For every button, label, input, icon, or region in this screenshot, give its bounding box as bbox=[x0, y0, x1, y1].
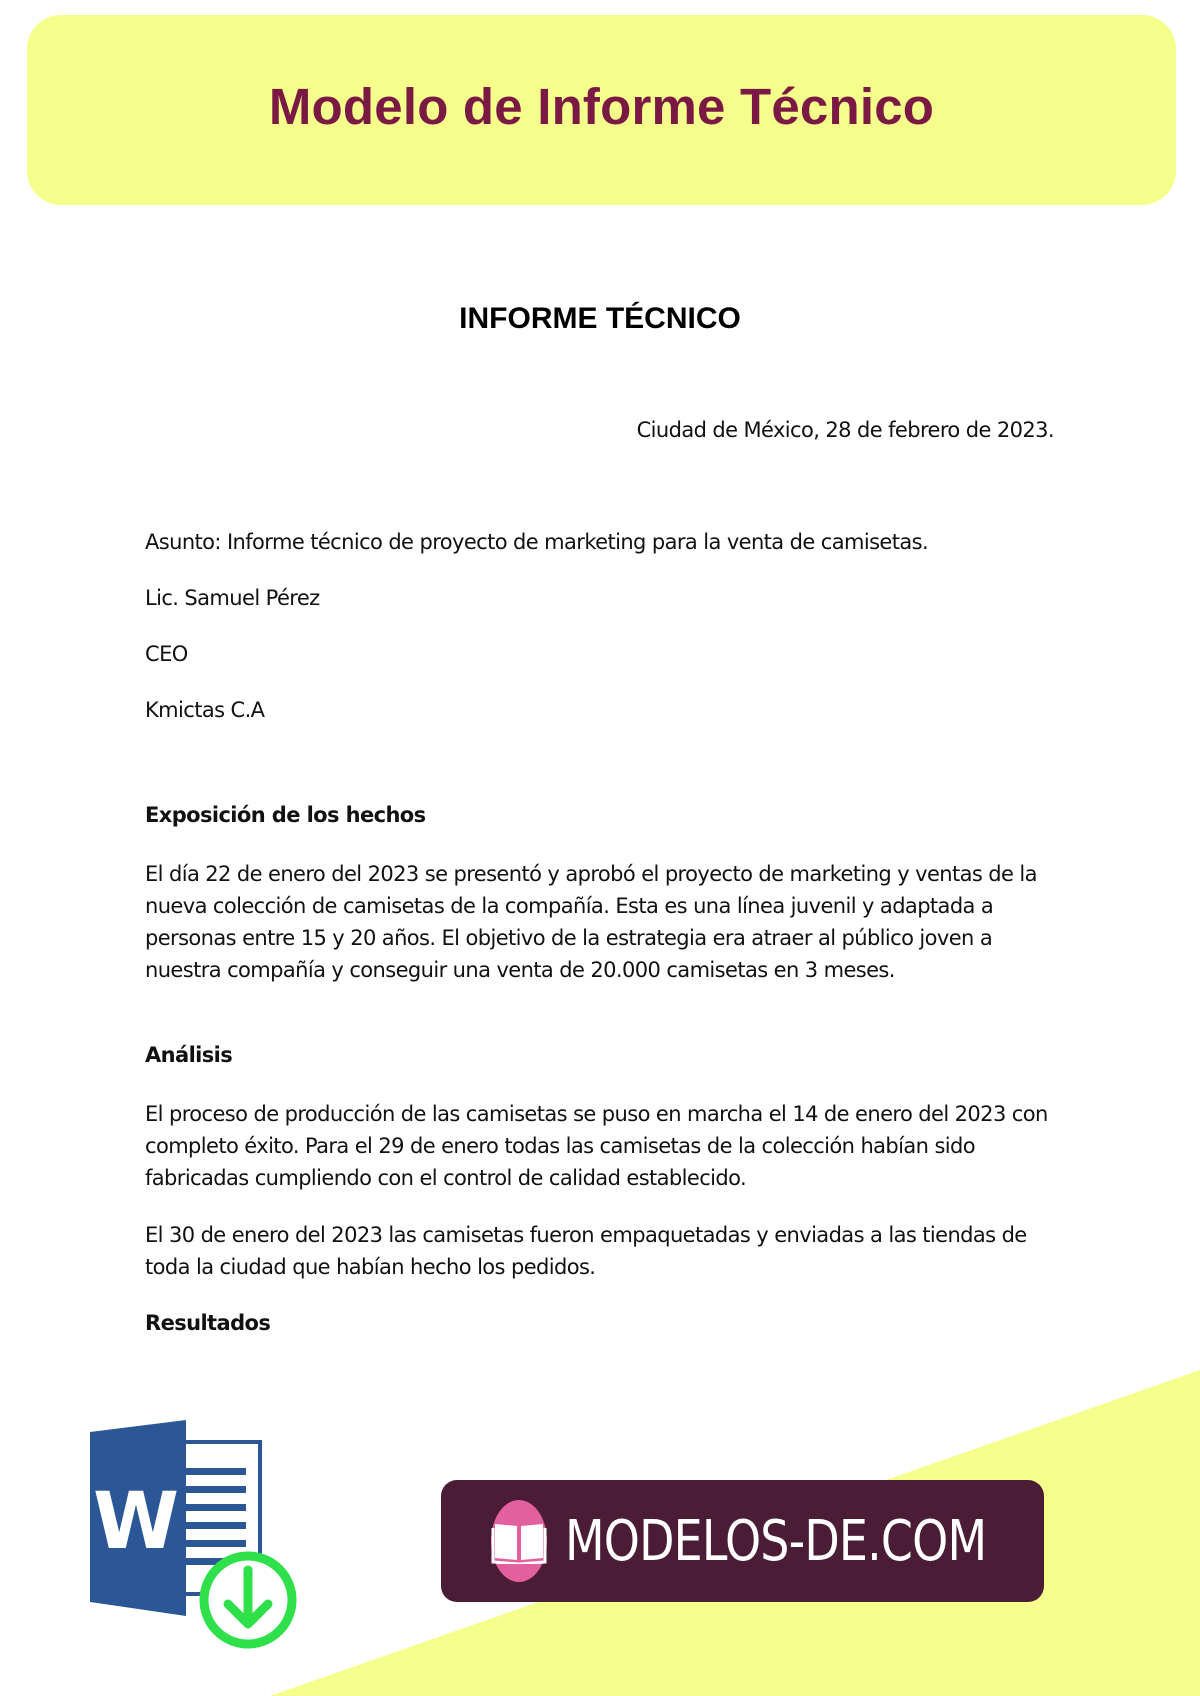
brand-banner[interactable] bbox=[441, 1480, 1044, 1602]
brand-logo-circle bbox=[491, 1500, 547, 1582]
header-banner bbox=[27, 15, 1176, 205]
subject-line: Asunto: Informe técnico de proyecto de marketing para la venta de camisetas. bbox=[145, 530, 929, 554]
brand-name: MODELOS-DE.COM bbox=[565, 1508, 987, 1574]
section-heading-resultados: Resultados bbox=[145, 1311, 271, 1335]
section-paragraph-analisis-2 bbox=[145, 1219, 1060, 1283]
word-letter: W bbox=[92, 1477, 180, 1567]
recipient-name: Lic. Samuel Pérez bbox=[145, 586, 320, 610]
paragraph: El proceso de producción de las camisetas se puso en marcha el 14 de enero del 2023 con completo éxito. Para el 29 de enero todas las camisetas de la colección habían sido fabricadas cumpliendo con el control de calidad establecido. bbox=[145, 1102, 1048, 1190]
banner-title: Modelo de Informe Técnico bbox=[268, 77, 935, 135]
document-title: INFORME TÉCNICO bbox=[459, 302, 741, 335]
section-paragraph-exposicion bbox=[145, 858, 1060, 986]
word-document-download-icon[interactable] bbox=[88, 1420, 308, 1660]
recipient-role: CEO bbox=[145, 642, 188, 666]
open-book-icon bbox=[491, 1518, 547, 1564]
recipient-company: Kmictas C.A bbox=[145, 698, 265, 722]
paragraph: El 30 de enero del 2023 las camisetas fueron empaquetadas y enviadas a las tiendas de toda la ciudad que habían hecho los pedidos. bbox=[145, 1223, 1027, 1279]
date-line: Ciudad de México, 28 de febrero de 2023. bbox=[636, 418, 1054, 442]
section-paragraph-analisis-1 bbox=[145, 1098, 1060, 1194]
section-heading-exposicion: Exposición de los hechos bbox=[145, 803, 426, 827]
section-heading-analisis: Análisis bbox=[145, 1043, 233, 1067]
paragraph: El día 22 de enero del 2023 se presentó y aprobó el proyecto de marketing y ventas de la nueva colección de camisetas de la compañía. Esta es una línea juvenil y adaptada a personas entre 15 y 20 años. El objetivo de la estrategia era atraer al público joven a nuestra compañía y conseguir una venta de 20.000 camisetas en 3 meses. bbox=[145, 862, 1037, 982]
